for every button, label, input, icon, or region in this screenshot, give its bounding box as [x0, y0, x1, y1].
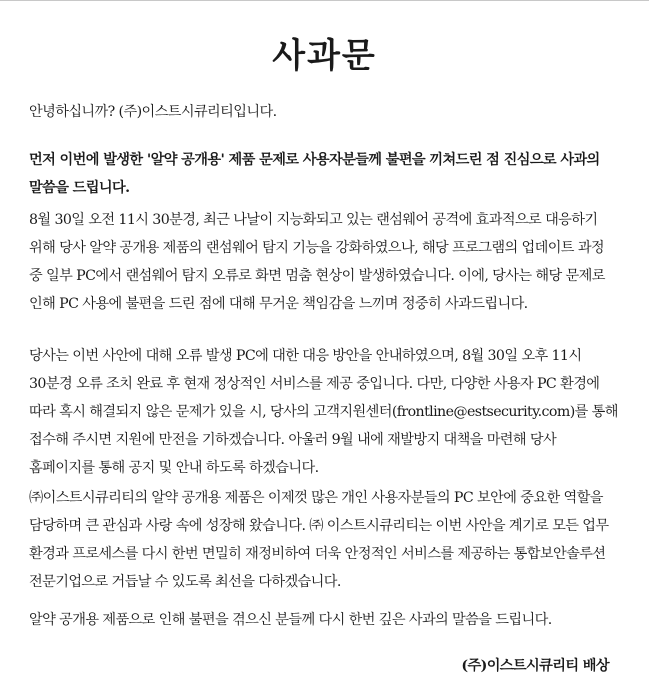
- company-commitment-paragraph: ㈜이스트시큐리티의 알약 공개용 제품은 이제껏 많은 개인 사용자분들의 PC 보안에 중요한 역할을 담당하며 큰 관심과 사랑 속에 성장해 왔습니다. ㈜ 이스트시큐리티는 이번 사안을 계기로 모든 업무 환경과 프로세스를 다시 한번 면밀히 재정비하여 더욱 안정적인 서비스를 제공하는 통합보안솔루션 전문기업으로 거듭날 수 있도록 최선을 다하겠습니다.: [29, 490, 609, 590]
- company-signature: (주)이스트시큐리티 배상: [461, 658, 609, 674]
- lead-apology-paragraph: 먼저 이번에 발생한 '알약 공개용' 제품 문제로 사용자분들께 불편을 끼쳐드린 점 진심으로 사과의 말씀을 드립니다.: [29, 152, 600, 196]
- response-support-paragraph: 당사는 이번 사안에 대해 오류 발생 PC에 대한 대응 방안을 안내하였으며, 8월 30일 오후 11시 30분경 오류 조치 완료 후 현재 정상적인 서비스를 제공 중입니다. 다만, 다양한 사용자 PC 환경에 따라 혹시 해결되지 않은 문제가 있을 시, 당사의 고객지원센터(frontline@estsecurity.com)를 통해 접수해 주시면 지원에 만전을 기하겠습니다. 아울러 9월 내에 재발방지 대책을 마련해 당사 홈페이지를 통해 공지 및 안내 하도록 하겠습니다.: [29, 348, 618, 476]
- incident-description-paragraph: 8월 30일 오전 11시 30분경, 최근 나날이 지능화되고 있는 랜섬웨어 공격에 효과적으로 대응하기 위해 당사 알약 공개용 제품의 랜섬웨어 탐지 기능을 강화하였으나, 해당 프로그램의 업데이트 과정 중 일부 PC에서 랜섬웨어 탐지 오류로 화면 멈춤 현상이 발생하였습니다. 이에, 당사는 해당 문제로 인해 PC 사용에 불편을 드린 점에 대해 무거운 책임감을 느끼며 정중히 사과드립니다.: [29, 212, 605, 312]
- greeting-paragraph: 안녕하십니까? (주)이스트시큐리티입니다.: [29, 104, 277, 120]
- document-title: 사과문: [272, 36, 377, 76]
- closing-apology-paragraph: 알약 공개용 제품으로 인해 불편을 겪으신 분들께 다시 한번 깊은 사과의 말씀을 드립니다.: [29, 612, 552, 628]
- apology-document: [0, 1, 649, 685]
